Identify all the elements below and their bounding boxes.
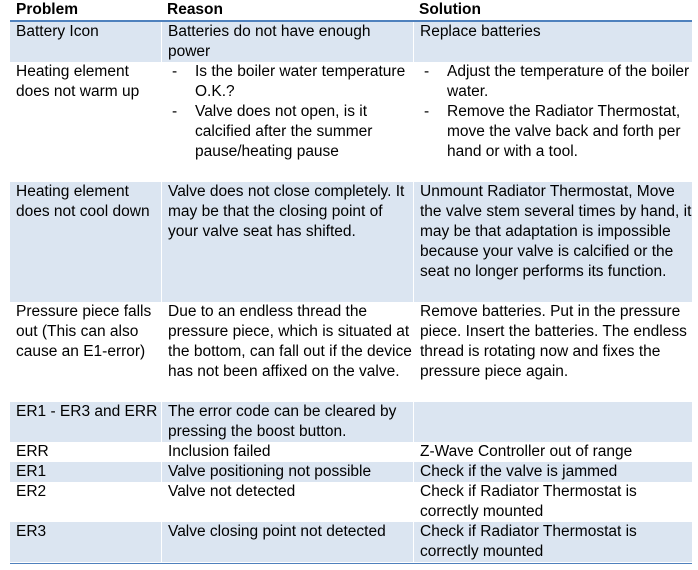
reason-cell bbox=[161, 62, 413, 182]
table-row bbox=[10, 302, 692, 402]
problem-cell: ER3 bbox=[16, 523, 47, 540]
reason-cell: Valve does not close completely. It may be that the closing point of your valve seat has shifted. bbox=[161, 182, 413, 302]
table-row bbox=[10, 482, 692, 522]
table-row bbox=[10, 462, 692, 482]
solution-cell: Check if Radiator Thermostat is correctly mounted bbox=[413, 482, 692, 522]
list-item: - Remove the Radiator Thermostat, move the valve back and forth per hand or with a tool. bbox=[420, 102, 692, 162]
problem-cell: Heating element does not warm up bbox=[16, 63, 140, 100]
table-row bbox=[10, 22, 692, 62]
table-row bbox=[10, 522, 692, 562]
problem-cell: Heating element does not cool down bbox=[16, 183, 150, 220]
problem-cell: ER1 bbox=[16, 463, 47, 480]
table-row bbox=[10, 62, 692, 182]
solution-cell: Check if Radiator Thermostat is correctly mounted bbox=[413, 522, 692, 562]
reason-cell: Inclusion failed bbox=[161, 442, 413, 462]
header-solution: Solution bbox=[419, 1, 481, 18]
list-item: - Adjust the temperature of the boiler water. bbox=[420, 62, 692, 102]
solution-cell: Unmount Radiator Thermostat, Move the valve stem several times by hand, it may be that adaptation is impossible because your valve is calcified or the seat no longer performs its function. bbox=[413, 182, 692, 302]
problem-cell: ERR bbox=[16, 443, 49, 460]
table-row bbox=[10, 402, 692, 442]
reason-cell: Due to an endless thread the pressure piece, which is situated at the bottom, can fall out if the device has not been affixed on the valve. bbox=[161, 302, 413, 402]
header-reason: Reason bbox=[167, 1, 223, 18]
solution-cell: Check if the valve is jammed bbox=[413, 462, 692, 482]
problem-cell: ER1 - ER3 and ERR bbox=[16, 403, 158, 420]
problem-cell: Battery Icon bbox=[16, 23, 99, 40]
header-problem: Problem bbox=[16, 1, 79, 18]
solution-cell bbox=[413, 402, 692, 442]
reason-cell: Valve not detected bbox=[161, 482, 413, 522]
table-bottom-border bbox=[10, 563, 692, 564]
problem-cell: ER2 bbox=[16, 483, 47, 500]
table-row bbox=[10, 442, 692, 462]
solution-cell bbox=[413, 62, 692, 182]
solution-cell: Remove batteries. Put in the pressure piece. Insert the batteries. The endless thread is rotating now and fixes the pressure piece again. bbox=[413, 302, 692, 402]
reason-cell: The error code can be cleared by pressing the boost button. bbox=[161, 402, 413, 442]
solution-cell: Z-Wave Controller out of range bbox=[413, 442, 692, 462]
solution-cell: Replace batteries bbox=[413, 22, 692, 62]
reason-cell: Valve positioning not possible bbox=[161, 462, 413, 482]
reason-cell: Batteries do not have enough power bbox=[161, 22, 413, 62]
problem-cell: Pressure piece falls out (This can also cause an E1-error) bbox=[16, 303, 152, 360]
solution-list bbox=[420, 62, 692, 162]
list-item: - Is the boiler water temperature O.K.? bbox=[168, 62, 413, 102]
reason-list bbox=[168, 62, 413, 162]
list-item: - Valve does not open, is it calcified after the summer pause/heating pause bbox=[168, 102, 413, 162]
table-row bbox=[10, 182, 692, 302]
table-header bbox=[10, 0, 692, 22]
troubleshooting-table bbox=[10, 0, 692, 562]
reason-cell: Valve closing point not detected bbox=[161, 522, 413, 562]
